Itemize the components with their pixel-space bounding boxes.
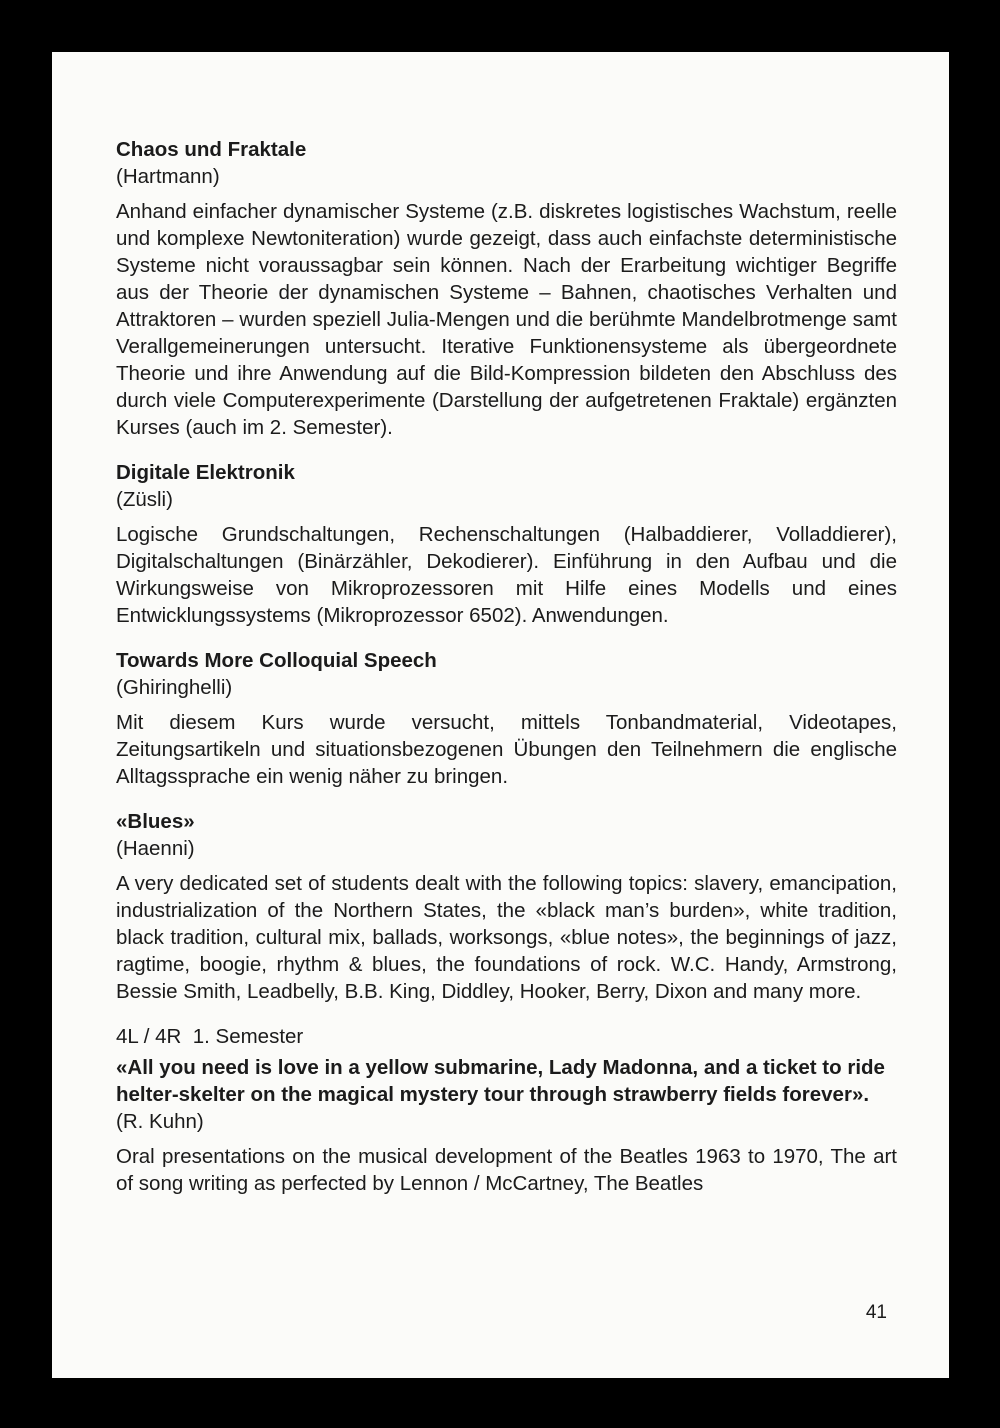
course-title: «All you need is love in a yellow submarine, Lady Madonna, and a ticket to ride helter-skelter on the magical mystery tour through strawberry fields forever». <box>116 1056 885 1106</box>
course-author: (Haenni) <box>116 837 195 860</box>
course-author: (Hartmann) <box>116 165 220 188</box>
course-section-beatles <box>116 1054 897 1197</box>
course-author: (Ghiringhelli) <box>116 676 233 699</box>
course-title: Towards More Colloquial Speech <box>116 649 437 672</box>
course-description: Logische Grundschaltungen, Rechenschaltungen (Halbaddierer, Volladdierer), Digitalschaltungen (Binärzähler, Dekodierer). Einführung in den Aufbau und die Wirkungsweise von Mikroprozessoren mit Hilfe eines Modells und eines Entwicklungssystems (Mikroprozessor 6502). Anwendungen. <box>116 523 897 627</box>
document-page <box>52 52 949 1378</box>
course-section-digital <box>116 459 897 629</box>
course-title: «Blues» <box>116 810 195 833</box>
course-description: A very dedicated set of students dealt with the following topics: slavery, emancipation, industrialization of the Northern States, the «black man’s burden», white tradition, black tradition, cultural mix, ballads, worksongs, «blue notes», the beginnings of jazz, ragtime, boogie, rhythm & blues, the foundations of rock. W.C. Handy, Armstrong, Bessie Smith, Leadbelly, B.B. King, Diddley, Hooker, Berry, Dixon and many more. <box>116 872 897 1003</box>
course-description: Mit diesem Kurs wurde versucht, mittels Tonbandmaterial, Videotapes, Zeitungsartikeln und situationsbezogenen Übungen den Teilnehmern die englische Alltagssprache ein wenig näher zu bringen. <box>116 711 897 788</box>
course-section-chaos <box>116 136 897 441</box>
course-description: Anhand einfacher dynamischer Systeme (z.B. diskretes logistisches Wachstum, reelle und komplexe Newtoniteration) wurde gezeigt, dass auch einfachste deterministische Systeme nicht voraussagbar sein können. Nach der Erarbeitung wichtiger Begriffe aus der Theorie der dynamischen Systeme – Bahnen, chaotisches Verhalten und Attraktoren – wurden speziell Julia-Mengen und die berühmte Mandelbrotmenge samt Verallgemeinerungen untersucht. Iterative Funktionensysteme als übergeordnete Theorie und ihre Anwendung auf die Bild-Kompression bildeten den Abschluss des durch viele Computerexperimente (Darstellung der aufgetretenen Fraktale) ergänzten Kurses (auch im 2. Semester). <box>116 200 897 439</box>
course-author: (R. Kuhn) <box>116 1110 204 1133</box>
course-section-blues <box>116 808 897 1005</box>
semester-label: 4L / 4R 1. Semester <box>116 1025 304 1048</box>
course-title: Chaos und Fraktale <box>116 138 307 161</box>
course-author: (Züsli) <box>116 488 173 511</box>
course-description: Oral presentations on the musical development of the Beatles 1963 to 1970, The art of song writing as perfected by Lennon / McCartney, The Beatles <box>116 1145 897 1195</box>
page-number: 41 <box>865 1302 887 1323</box>
course-title: Digitale Elektronik <box>116 461 295 484</box>
course-section-colloquial <box>116 647 897 790</box>
page-content <box>116 136 897 1215</box>
